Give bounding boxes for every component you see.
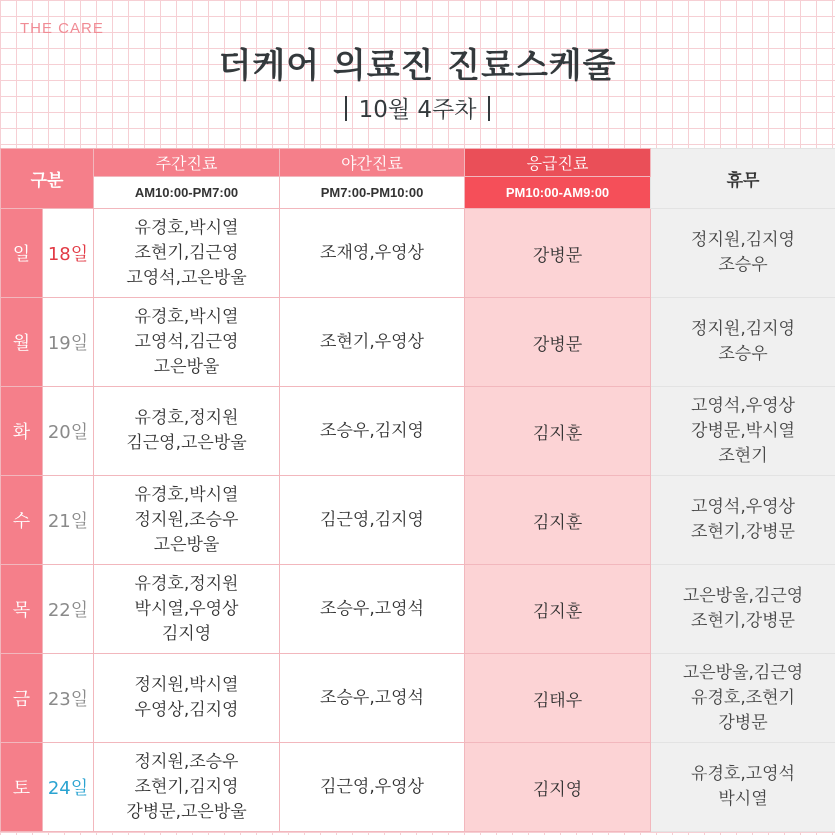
night-shift-cell: 조승우,김지영 [280, 387, 465, 476]
emergency-cell: 김지영 [465, 743, 651, 832]
day-name: 수 [1, 476, 43, 565]
page-subtitle [0, 91, 835, 124]
night-shift-cell: 조승우,고영석 [280, 565, 465, 654]
day-date: 21일 [43, 476, 94, 565]
emergency-cell: 김지훈 [465, 387, 651, 476]
staff-line: 강병문 [718, 712, 768, 733]
night-shift-cell: 조승우,고영석 [280, 654, 465, 743]
off-cell [651, 654, 835, 743]
day-shift-cell [94, 209, 280, 298]
day-shift-cell [94, 565, 280, 654]
night-shift-cell: 조현기,우영상 [280, 298, 465, 387]
header-gubun: 구분 [1, 149, 94, 209]
off-cell [651, 476, 835, 565]
staff-line: 정지원,조승우 [134, 751, 239, 772]
day-name: 금 [1, 654, 43, 743]
header-emergency-time: PM10:00-AM9:00 [465, 177, 651, 209]
day-name: 목 [1, 565, 43, 654]
table-row [1, 387, 835, 476]
staff-line: 고영석,김근영 [134, 331, 239, 352]
off-cell [651, 298, 835, 387]
staff-line: 조현기,강병문 [691, 611, 795, 631]
day-shift-cell [94, 654, 280, 743]
day-date: 20일 [43, 387, 94, 476]
header-night-shift-time: PM7:00-PM10:00 [280, 177, 465, 209]
off-cell [651, 209, 835, 298]
day-name: 월 [1, 298, 43, 387]
header-night-shift: 야간진료 [280, 149, 465, 177]
staff-line: 고영석,우영상 [691, 395, 795, 416]
day-shift-cell [94, 743, 280, 832]
table-row [1, 743, 835, 832]
staff-line: 강병문,고은방울 [126, 801, 247, 822]
schedule-table [0, 148, 835, 832]
day-name: 화 [1, 387, 43, 476]
table-row [1, 476, 835, 565]
staff-line: 조승우 [718, 344, 768, 364]
staff-line: 정지원,박시열 [134, 675, 239, 695]
staff-line: 정지원,김지영 [691, 319, 795, 339]
table-row [1, 565, 835, 654]
staff-line: 유경호,박시열 [134, 217, 239, 238]
emergency-cell: 김지훈 [465, 565, 651, 654]
staff-line: 고영석,고은방울 [126, 267, 247, 288]
day-shift-cell [94, 476, 280, 565]
staff-line: 유경호,조현기 [691, 687, 795, 708]
staff-line: 박시열 [718, 789, 768, 809]
staff-line: 조현기 [718, 445, 768, 466]
day-date: 19일 [43, 298, 94, 387]
day-name: 일 [1, 209, 43, 298]
staff-line: 강병문,박시열 [691, 420, 795, 441]
day-date: 18일 [43, 209, 94, 298]
staff-line: 유경호,고영석 [691, 764, 795, 784]
off-cell [651, 743, 835, 832]
emergency-cell: 강병문 [465, 209, 651, 298]
staff-line: 고은방울 [153, 534, 220, 555]
staff-line: 유경호,정지원 [134, 573, 239, 594]
table-row [1, 209, 835, 298]
header-off: 휴무 [651, 149, 835, 209]
table-row [1, 298, 835, 387]
night-shift-cell: 김근영,김지영 [280, 476, 465, 565]
night-shift-cell: 김근영,우영상 [280, 743, 465, 832]
staff-line: 박시열,우영상 [134, 598, 239, 619]
staff-line: 우영상,김지영 [134, 700, 239, 720]
emergency-cell: 김태우 [465, 654, 651, 743]
week-label: 10월 4주차 [358, 97, 477, 123]
staff-line: 고영석,우영상 [691, 497, 795, 517]
day-name: 토 [1, 743, 43, 832]
divider-left [345, 96, 347, 121]
day-shift-cell [94, 298, 280, 387]
staff-line: 고은방울 [153, 356, 220, 377]
emergency-cell: 김지훈 [465, 476, 651, 565]
day-date: 22일 [43, 565, 94, 654]
staff-line: 고은방울,김근영 [682, 662, 804, 683]
day-date: 23일 [43, 654, 94, 743]
staff-line: 정지원,조승우 [134, 509, 239, 530]
staff-line: 김지영 [161, 623, 212, 644]
staff-line: 조현기,김지영 [134, 776, 239, 797]
night-shift-cell: 조재영,우영상 [280, 209, 465, 298]
table-row [1, 654, 835, 743]
off-cell [651, 565, 835, 654]
brand-logo: THE CARE [20, 20, 104, 37]
staff-line: 유경호,박시열 [134, 484, 239, 505]
emergency-cell: 강병문 [465, 298, 651, 387]
header-day-shift: 주간진료 [94, 149, 280, 177]
page-title: 더케어 의료진 진료스케줄 [218, 46, 617, 86]
staff-line: 정지원,김지영 [691, 230, 795, 250]
staff-line: 조승우 [718, 255, 768, 275]
divider-right [488, 96, 490, 121]
staff-line: 고은방울,김근영 [682, 586, 804, 606]
staff-line: 조현기,강병문 [691, 522, 795, 542]
header-emergency: 응급진료 [465, 149, 651, 177]
staff-line: 유경호,박시열 [134, 306, 239, 327]
staff-line: 유경호,정지원 [134, 408, 239, 428]
schedule-body [1, 209, 835, 832]
day-shift-cell [94, 387, 280, 476]
staff-line: 김근영,고은방울 [126, 433, 247, 453]
staff-line: 조현기,김근영 [134, 242, 239, 263]
header-day-shift-time: AM10:00-PM7:00 [94, 177, 280, 209]
off-cell [651, 387, 835, 476]
day-date: 24일 [43, 743, 94, 832]
